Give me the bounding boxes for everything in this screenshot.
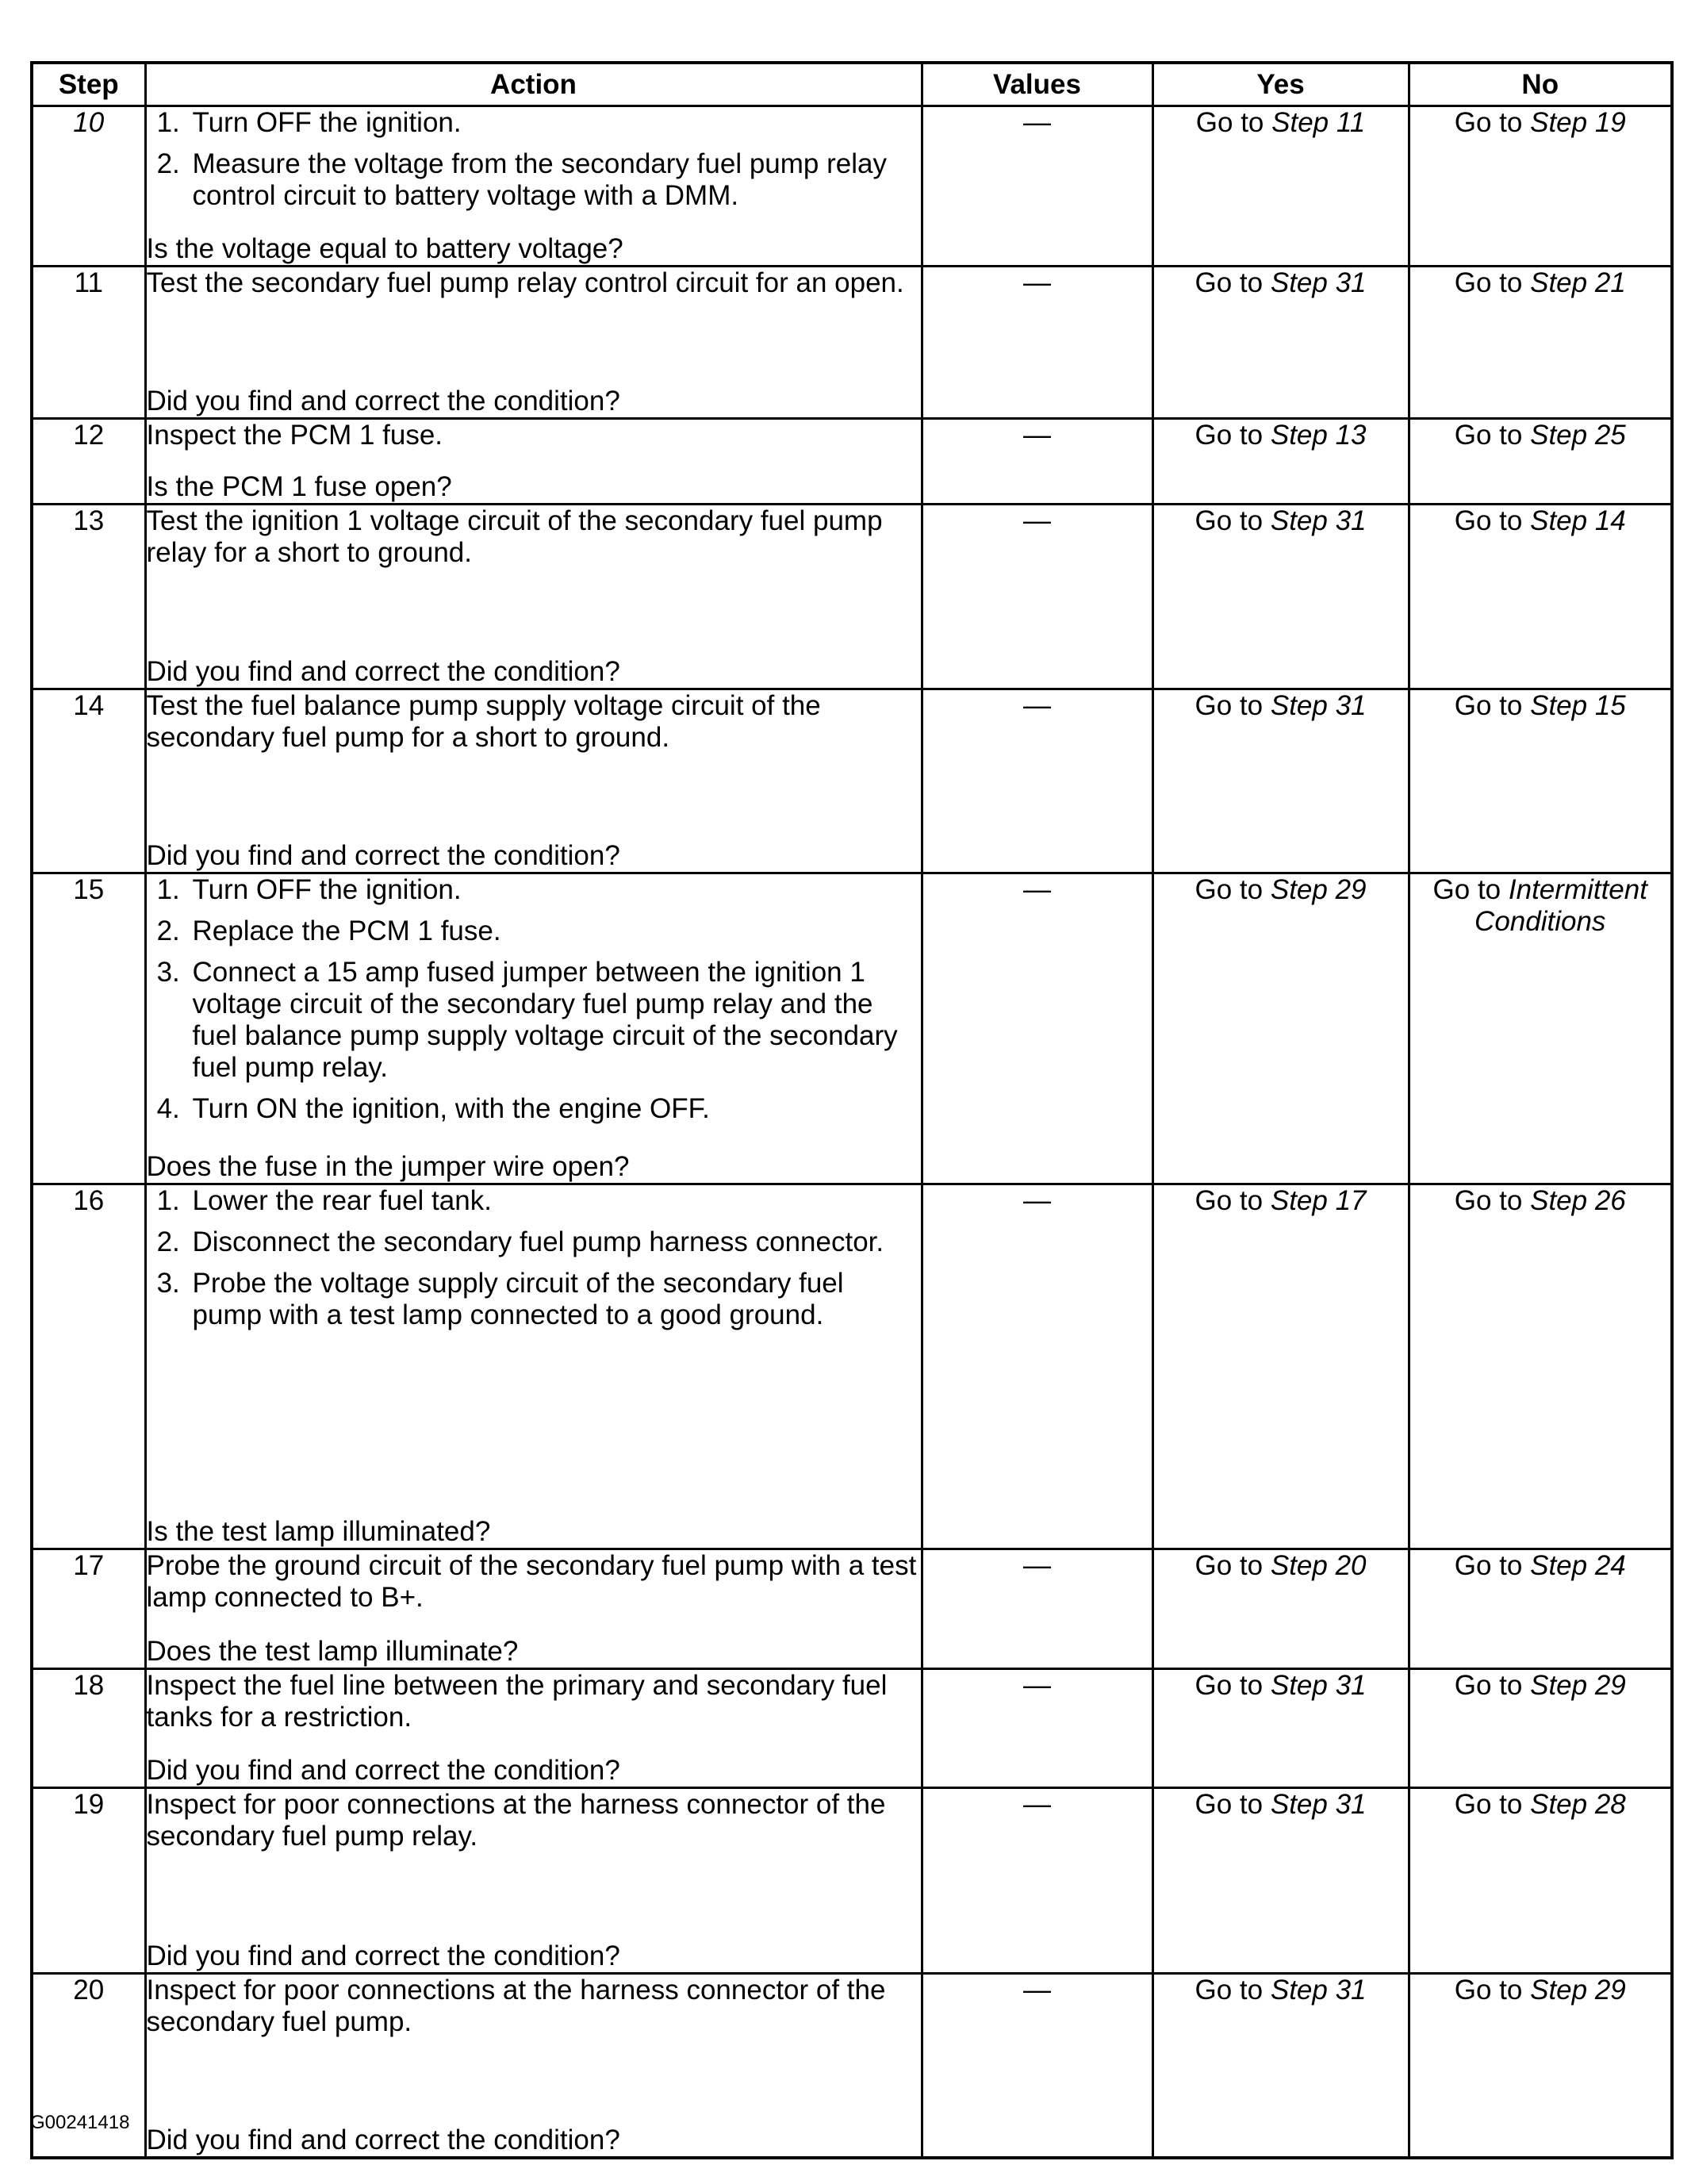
step-number: 19 [32, 1788, 145, 1974]
diagnostic-table [30, 61, 1674, 2159]
action-question: Is the voltage equal to battery voltage? [146, 233, 623, 264]
no-result-prefix: Go to [1454, 420, 1523, 451]
table-row [32, 1974, 1672, 2158]
table-row [32, 1788, 1672, 1974]
yes-result-cell [1152, 1669, 1409, 1788]
action-instructions [147, 107, 921, 221]
step-number: 17 [32, 1549, 145, 1669]
no-result-prefix: Go to [1454, 1670, 1523, 1701]
no-result-prefix: Go to [1454, 1185, 1523, 1216]
action-question: Did you find and correct the condition? [146, 1940, 620, 1971]
no-result-prefix: Go to [1454, 1975, 1523, 2006]
header-action: Action [145, 63, 922, 106]
no-result-prefix: Go to [1454, 107, 1523, 138]
yes-result-cell [1152, 1788, 1409, 1974]
values-cell: — [922, 419, 1152, 505]
action-text: Inspect for poor connections at the harness connector of the secondary fuel pump relay. [146, 1789, 886, 1852]
no-result-prefix: Go to [1432, 874, 1501, 905]
action-instructions [147, 874, 921, 1134]
no-result-target: Step 19 [1530, 107, 1626, 138]
no-result-cell [1409, 505, 1672, 689]
yes-result-cell [1152, 419, 1409, 505]
yes-result-target: Step 31 [1270, 505, 1367, 536]
action-steps-list [147, 1185, 921, 1331]
table-row [32, 1669, 1672, 1788]
action-step-item: 4. Turn ON the ignition, with the engine OFF. [188, 1093, 921, 1125]
action-content [147, 690, 921, 872]
action-question: Did you find and correct the condition? [146, 656, 620, 687]
action-content [147, 267, 921, 417]
action-cell [145, 1788, 922, 1974]
action-cell [145, 873, 922, 1184]
no-result-target: Step 15 [1530, 690, 1626, 721]
step-number: 11 [32, 267, 145, 419]
figure-code: G00241418 [30, 2112, 130, 2133]
action-cell [145, 505, 922, 689]
values-cell: — [922, 1669, 1152, 1788]
yes-result-prefix: Go to [1195, 505, 1264, 536]
step-number: 14 [32, 689, 145, 873]
action-instructions [147, 1975, 921, 2038]
no-result-target: Step 14 [1530, 505, 1626, 536]
step-number: 20 [32, 1974, 145, 2158]
table-body [32, 106, 1672, 2158]
step-number: 13 [32, 505, 145, 689]
yes-result-cell [1152, 267, 1409, 419]
action-instructions [147, 1185, 921, 1341]
no-result-prefix: Go to [1454, 267, 1523, 298]
table-row [32, 873, 1672, 1184]
no-result-target: Step 26 [1530, 1185, 1626, 1216]
action-question: Does the test lamp illuminate? [146, 1636, 519, 1667]
action-content [147, 420, 921, 503]
no-result-target: Step 21 [1530, 267, 1626, 298]
yes-result-target: Step 31 [1270, 1670, 1367, 1701]
no-result-prefix: Go to [1454, 690, 1523, 721]
values-cell: — [922, 1974, 1152, 2158]
action-question: Is the PCM 1 fuse open? [146, 471, 452, 502]
no-result-target: Step 29 [1530, 1670, 1626, 1701]
no-result-target: Step 24 [1530, 1550, 1626, 1581]
action-content [147, 1975, 921, 2156]
action-instructions [147, 505, 921, 569]
yes-result-cell [1152, 1549, 1409, 1669]
action-cell [145, 106, 922, 267]
action-question: Did you find and correct the condition? [146, 1755, 620, 1786]
no-result-target: Step 25 [1530, 420, 1626, 451]
action-instructions [147, 1550, 921, 1614]
table-row [32, 267, 1672, 419]
action-content [147, 1550, 921, 1668]
header-no: No [1409, 63, 1672, 106]
action-cell [145, 1549, 922, 1669]
no-result-cell [1409, 1974, 1672, 2158]
no-result-cell [1409, 267, 1672, 419]
action-step-item: 2. Measure the voltage from the secondary fuel pump relay control circuit to battery voltage with a DMM. [188, 148, 921, 212]
action-cell [145, 1184, 922, 1549]
no-result-target: Step 29 [1530, 1975, 1626, 2006]
table-row [32, 505, 1672, 689]
no-result-target: Intermittent Conditions [1474, 874, 1647, 937]
action-question: Is the test lamp illuminated? [146, 1516, 491, 1547]
yes-result-target: Step 11 [1271, 107, 1366, 138]
yes-result-cell [1152, 1974, 1409, 2158]
no-result-cell [1409, 1549, 1672, 1669]
action-cell [145, 267, 922, 419]
action-step-item: 3. Connect a 15 amp fused jumper between the ignition 1 voltage circuit of the secondary fuel pump relay and the fuel balance pump supply voltage circuit of the secondary fuel pump relay. [188, 957, 921, 1084]
yes-result-prefix: Go to [1195, 267, 1264, 298]
action-step-item: 3. Probe the voltage supply circuit of the secondary fuel pump with a test lamp connected to a good ground. [188, 1268, 921, 1331]
action-steps-list [147, 874, 921, 1125]
no-result-cell [1409, 1788, 1672, 1974]
yes-result-target: Step 17 [1270, 1185, 1367, 1216]
action-instructions [147, 1789, 921, 1852]
step-number: 10 [32, 106, 145, 267]
values-cell: — [922, 1549, 1152, 1669]
header-step: Step [32, 63, 145, 106]
no-result-cell [1409, 1184, 1672, 1549]
action-text: Test the fuel balance pump supply voltage circuit of the secondary fuel pump for a short to ground. [146, 690, 821, 753]
action-instructions [147, 690, 921, 754]
action-question: Does the fuse in the jumper wire open? [146, 1151, 630, 1182]
yes-result-prefix: Go to [1195, 690, 1264, 721]
yes-result-prefix: Go to [1195, 1550, 1264, 1581]
no-result-prefix: Go to [1454, 505, 1523, 536]
action-step-item: 1. Turn OFF the ignition. [188, 874, 921, 906]
action-content [147, 505, 921, 688]
action-text: Test the secondary fuel pump relay control circuit for an open. [146, 267, 904, 298]
action-question: Did you find and correct the condition? [146, 386, 620, 416]
values-cell: — [922, 689, 1152, 873]
action-content [147, 1670, 921, 1787]
action-content [147, 874, 921, 1183]
yes-result-cell [1152, 689, 1409, 873]
yes-result-prefix: Go to [1195, 1185, 1264, 1216]
yes-result-target: Step 29 [1270, 874, 1367, 905]
action-text: Probe the ground circuit of the secondary fuel pump with a test lamp connected to B+. [146, 1550, 917, 1613]
action-question: Did you find and correct the condition? [146, 840, 620, 871]
values-cell: — [922, 106, 1152, 267]
table-row [32, 106, 1672, 267]
action-instructions [147, 267, 921, 299]
table-row [32, 689, 1672, 873]
diagnostic-document [30, 61, 1670, 2159]
header-values: Values [922, 63, 1152, 106]
action-text: Inspect the PCM 1 fuse. [146, 420, 443, 451]
no-result-prefix: Go to [1454, 1789, 1523, 1820]
action-instructions [147, 1670, 921, 1733]
yes-result-prefix: Go to [1195, 420, 1264, 451]
no-result-cell [1409, 106, 1672, 267]
yes-result-prefix: Go to [1195, 1670, 1264, 1701]
action-cell [145, 419, 922, 505]
no-result-prefix: Go to [1454, 1550, 1523, 1581]
action-content [147, 1185, 921, 1548]
yes-result-target: Step 31 [1270, 1975, 1367, 2006]
action-cell [145, 1974, 922, 2158]
table-row [32, 1549, 1672, 1669]
yes-result-prefix: Go to [1195, 1975, 1264, 2006]
no-result-cell [1409, 689, 1672, 873]
action-content [147, 107, 921, 265]
no-result-target: Step 28 [1530, 1789, 1626, 1820]
step-number: 16 [32, 1184, 145, 1549]
yes-result-target: Step 13 [1270, 420, 1367, 451]
action-instructions [147, 420, 921, 451]
yes-result-cell [1152, 106, 1409, 267]
action-cell [145, 689, 922, 873]
table-row [32, 1184, 1672, 1549]
values-cell: — [922, 267, 1152, 419]
yes-result-target: Step 31 [1270, 690, 1367, 721]
yes-result-prefix: Go to [1195, 1789, 1264, 1820]
values-cell: — [922, 1184, 1152, 1549]
yes-result-cell [1152, 1184, 1409, 1549]
header-yes: Yes [1152, 63, 1409, 106]
no-result-cell [1409, 873, 1672, 1184]
action-cell [145, 1669, 922, 1788]
action-content [147, 1789, 921, 1972]
yes-result-target: Step 20 [1270, 1550, 1367, 1581]
no-result-cell [1409, 1669, 1672, 1788]
no-result-cell [1409, 419, 1672, 505]
yes-result-prefix: Go to [1195, 874, 1264, 905]
step-number: 18 [32, 1669, 145, 1788]
action-step-item: 2. Replace the PCM 1 fuse. [188, 915, 921, 947]
step-number: 15 [32, 873, 145, 1184]
action-text: Inspect for poor connections at the harness connector of the secondary fuel pump. [146, 1975, 886, 2037]
values-cell: — [922, 873, 1152, 1184]
table-row [32, 419, 1672, 505]
yes-result-prefix: Go to [1195, 107, 1264, 138]
action-step-item: 1. Lower the rear fuel tank. [188, 1185, 921, 1217]
values-cell: — [922, 1788, 1152, 1974]
values-cell: — [922, 505, 1152, 689]
yes-result-target: Step 31 [1270, 267, 1367, 298]
table-header-row [32, 63, 1672, 106]
action-step-item: 2. Disconnect the secondary fuel pump harness connector. [188, 1226, 921, 1258]
step-number: 12 [32, 419, 145, 505]
action-steps-list [147, 107, 921, 212]
yes-result-cell [1152, 873, 1409, 1184]
action-question: Did you find and correct the condition? [146, 2124, 620, 2155]
action-step-item: 1. Turn OFF the ignition. [188, 107, 921, 139]
yes-result-cell [1152, 505, 1409, 689]
action-text: Test the ignition 1 voltage circuit of the secondary fuel pump relay for a short to ground. [146, 505, 883, 568]
yes-result-target: Step 31 [1270, 1789, 1367, 1820]
action-text: Inspect the fuel line between the primary and secondary fuel tanks for a restriction. [146, 1670, 888, 1733]
